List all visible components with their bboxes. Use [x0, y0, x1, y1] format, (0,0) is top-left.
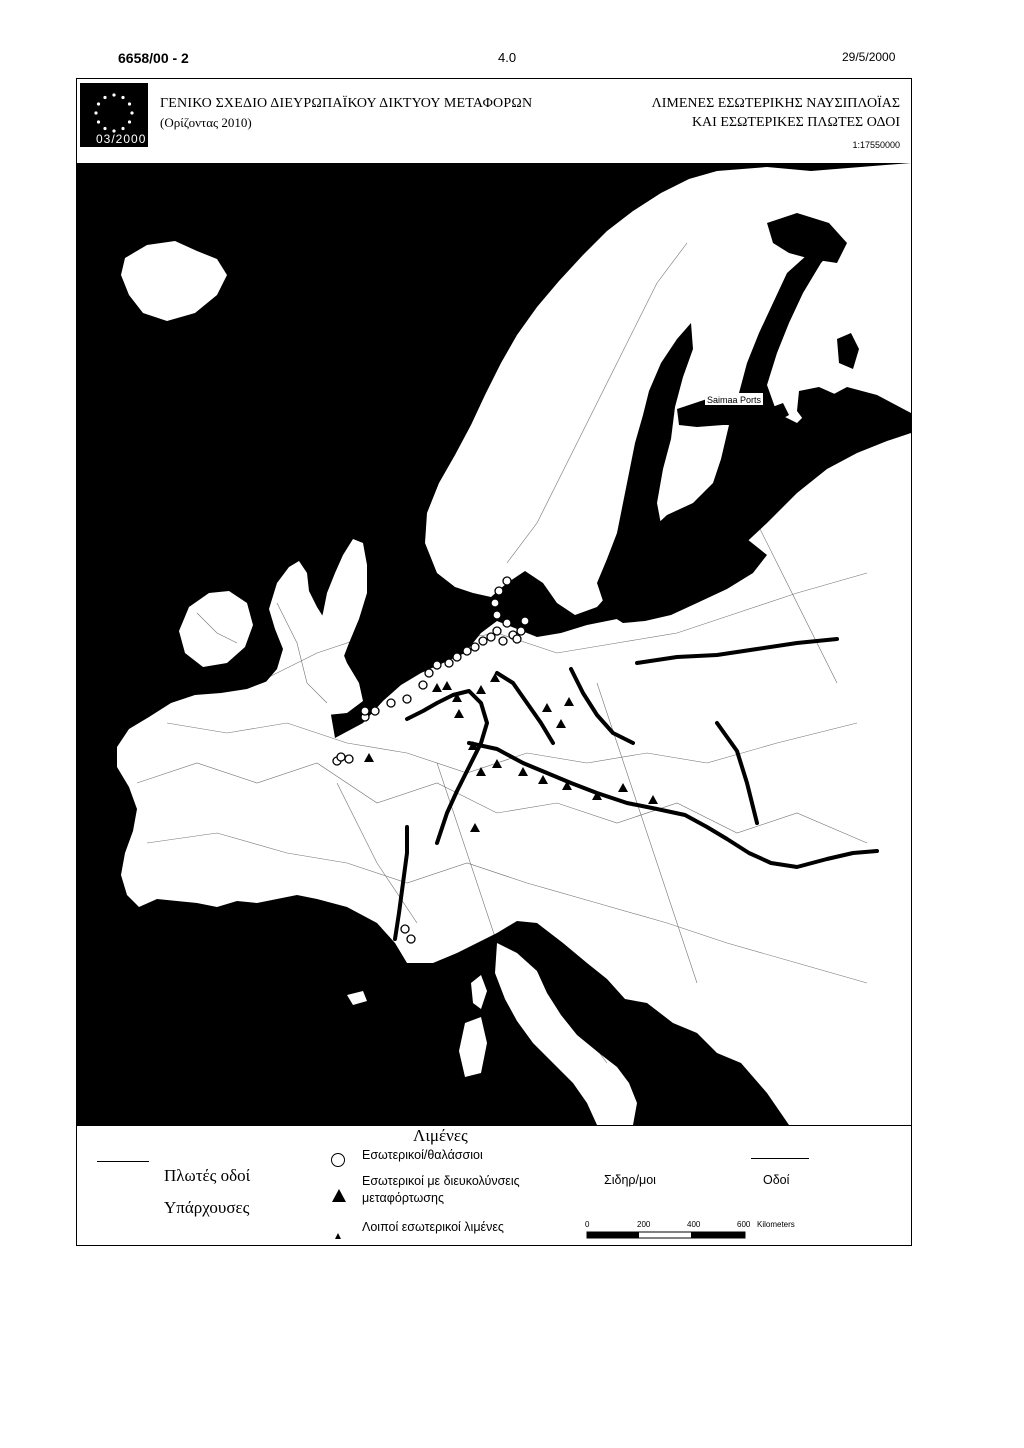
seaport-marker [445, 659, 453, 667]
seaport-marker [521, 617, 529, 625]
seaport-marker [401, 925, 409, 933]
seaport-marker [361, 707, 369, 715]
legend-roads: Οδοί [763, 1173, 790, 1187]
seaport-marker [419, 681, 427, 689]
seaport-marker [513, 635, 521, 643]
main-subtitle: (Ορίζοντας 2010) [160, 115, 252, 130]
europe-map [77, 163, 911, 1125]
scale-unit: Kilometers [757, 1220, 795, 1229]
other-port-triangle-icon [335, 1226, 341, 1244]
seaport-circle-icon [331, 1153, 345, 1167]
document-version: 4.0 [498, 50, 517, 65]
legend-seaport: Εσωτερικοί/θαλάσσιοι [362, 1148, 483, 1162]
seaport-marker [495, 587, 503, 595]
legend-existing: Υπάρχουσες [164, 1198, 250, 1217]
seaport-marker [387, 699, 395, 707]
document-reference: 6658/00 - 2 [118, 50, 189, 66]
legend-waterways: Πλωτές οδοί [164, 1166, 251, 1185]
eu-code: 03/2000 [96, 132, 147, 146]
scale-tick-0: 0 [585, 1220, 590, 1229]
main-title: ΓΕΝΙΚΟ ΣΧΕΔΙΟ ΔΙΕΥΡΩΠΑΪΚΟΥ ΔΙΚΤΥΟΥ ΜΕΤΑΦΟΡΩΝ [160, 96, 533, 111]
waterway-line-symbol [97, 1161, 149, 1162]
seaport-marker [493, 611, 501, 619]
place-label: Saimaa Ports [707, 395, 762, 405]
seaport-marker [499, 637, 507, 645]
seaport-marker [471, 643, 479, 651]
seaport-marker [503, 577, 511, 585]
legend-other-ports: Λοιποί εσωτερικοί λιμένες [362, 1220, 504, 1234]
legend-rail: Σιδηρ/μοι [604, 1173, 656, 1187]
legend [77, 1125, 911, 1246]
seaport-marker [337, 753, 345, 761]
intermodal-triangle-icon [332, 1189, 346, 1207]
seaport-marker [403, 695, 411, 703]
scale-tick-600: 600 [737, 1220, 751, 1229]
legend-intermodal-line1: Εσωτερικοί με διευκολύνσεις [362, 1174, 520, 1188]
seaport-marker [407, 935, 415, 943]
scale-tick-200: 200 [637, 1220, 651, 1229]
map-canvas [77, 163, 911, 1125]
map-title-line1: ΛΙΜΕΝΕΣ ΕΣΩΤΕΡΙΚΗΣ ΝΑΥΣΙΠΛΟΪΑΣ [651, 96, 900, 111]
scale-ratio: 1:17550000 [852, 140, 900, 150]
scale-bar [577, 1220, 797, 1244]
legend-title: Λιμένες [413, 1126, 468, 1145]
seaport-marker [425, 669, 433, 677]
road-line-symbol [751, 1158, 809, 1159]
seaport-marker [503, 619, 511, 627]
seaport-marker [345, 755, 353, 763]
seaport-marker [463, 647, 471, 655]
seaport-marker [479, 637, 487, 645]
legend-intermodal [362, 1173, 520, 1207]
document-date: 29/5/2000 [842, 50, 896, 64]
scale-tick-400: 400 [687, 1220, 701, 1229]
seaport-marker [433, 661, 441, 669]
seaport-marker [493, 627, 501, 635]
seaport-marker [517, 627, 525, 635]
seaport-marker [453, 653, 461, 661]
seaport-marker [491, 599, 499, 607]
seaport-marker [371, 707, 379, 715]
legend-intermodal-line2: μεταφόρτωσης [362, 1191, 444, 1205]
map-title-line2: ΚΑΙ ΕΣΩΤΕΡΙΚΕΣ ΠΛΩΤΕΣ ΟΔΟΙ [691, 115, 900, 130]
